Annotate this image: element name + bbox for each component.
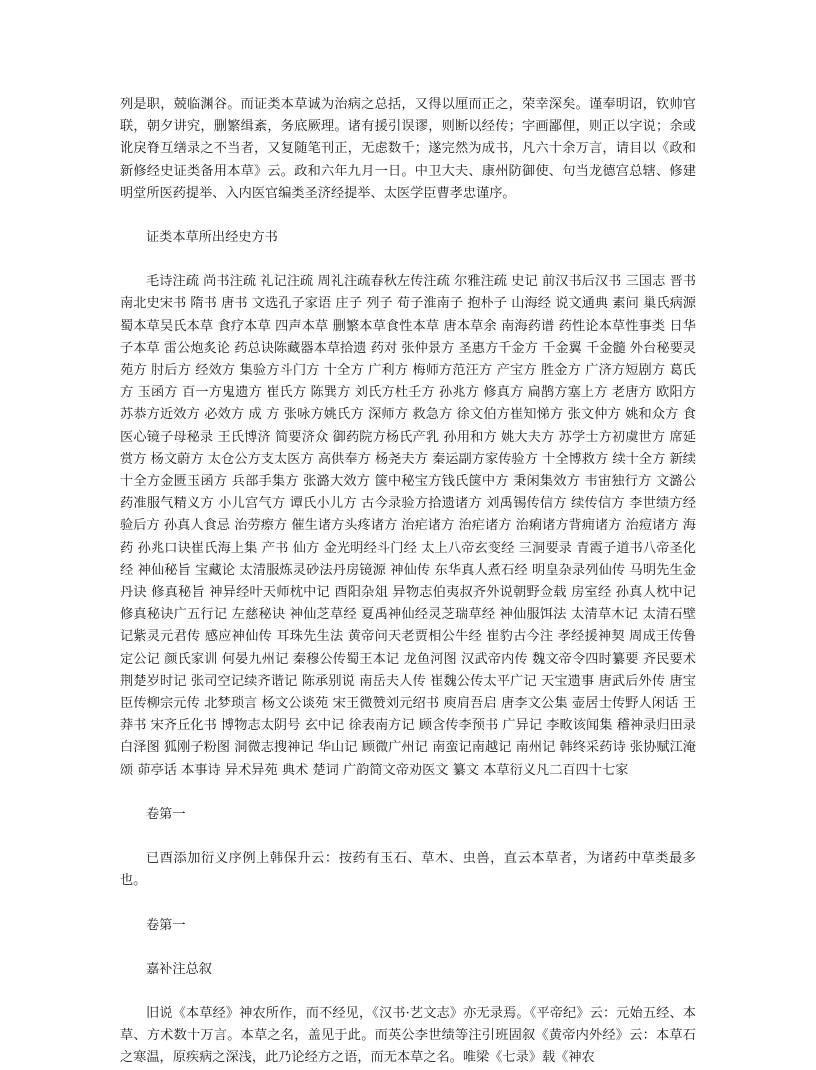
spacer	[120, 782, 696, 804]
spacer	[120, 249, 696, 271]
notes-paragraph: 旧说《本草经》神农所作，而不经见，《汉书·艺文志》亦无录焉。《平帝纪》云：元始五经、本草、方术数十万言。本草之名，盖见于此。而英公李世绩等注引班固叙《黄帝内外经》云：本草石之寒温，原疾病之深浅，此乃论经方之语，而无本草之名。唯梁《七录》载《神农	[120, 1005, 696, 1066]
volume-heading-2: 卷第一	[146, 917, 186, 933]
spacer	[120, 981, 696, 1003]
spacer	[120, 893, 696, 915]
section-heading-preface-notes: 嘉补注总叙	[146, 961, 212, 977]
document-page	[120, 94, 696, 1070]
volume-intro-paragraph: 已酉添加衍义序例上韩保升云：按药有玉石、草木、虫兽，直云本草者，为诸药中草类最多也。	[120, 851, 696, 889]
spacer	[120, 937, 696, 959]
spacer	[120, 826, 696, 848]
sources-list-paragraph: 毛诗注疏 尚书注疏 礼记注疏 周礼注疏春秋左传注疏 尔雅注疏 史记 前汉书后汉书 三国志 晋书 南北史宋书 隋书 唐书 文选孔子家语 庄子 列子 荀子淮南子 抱朴子 山海经 说文通典 素问 巢氏病源 蜀本草吴氏本草 食疗本草 四声本草 删繁本草食性本草 唐本草余 南海药谱 药性论本草性事类 日华子本草 雷公炮炙论 药总诀陈藏器本草拾遗 药对 张仲景方 圣惠方千金方 千金翼 千金髓 外台秘要灵苑方 肘后方 经效方 集验方斗门方 十全方 广利方 梅师方范汪方 产宝方 胜金方 广济方短剧方 葛氏方 玉函方 百一方鬼遗方 崔氏方 陈巽方 刘氏方杜壬方 孙兆方 修真方 扁鹊方塞上方 老唐方 欧阳方 苏恭方近效方 必效方 成 方 张咏方姚氏方 深师方 救急方 徐文伯方崔知悌方 张文仲方 姚和众方 食医心镜子母秘录 王氏博济 简要济众 御药院方杨氏产乳 孙用和方 姚大夫方 苏学士方初虞世方 席延赏方 杨文蔚方 太仓公方支太医方 高供奉方 杨尧夫方 秦运副方家传验方 十全博救方 续十全方 新续十全方金匮玉函方 兵部手集方 张潞大效方 箧中秘宝方钱氏箧中方 秉闲集效方 韦宙独行方 文潞公药准服气精义方 小儿宫气方 谭氏小儿方 古今录验方拾遗诸方 刘禹锡传信方 续传信方 李世绩方经验后方 孙真人食忌 治劳瘵方 催生诸方头疼诸方 治疟诸方 治疟诸方 治痢诸方背痈诸方 治痘诸方 海药 孙兆口诀崔氏海上集 产书 仙方 金光明经斗门经 太上八帝玄变经 三洞要录 青霞子道书八帝圣化经 神仙秘旨 宝藏论 太清服炼灵砂法丹房镜源 神仙传 东华真人煮石经 明皇杂录列仙传 马明先生金丹诀 修真秘旨 神异经叶天师枕中记 酉阳杂俎 异物志伯夷叔齐外说朝野佥载 房室经 孙真人枕中记 修真秘诀广五行记 左慈秘诀 神仙芝草经 夏禹神仙经灵芝瑞草经 神仙服饵法 太清草木记 太清石壁记紫灵元君传 感应神仙传 耳珠先生法 黄帝问天老贾相公牛经 崔豹古今注 孝经援神契 周成王传鲁定公记 颜氏家训 何晏九州记 秦穆公传蜀王本记 龙鱼河图 汉武帝内传 魏文帝令四时纂要 齐民要术 荆楚岁时记 张司空记续齐谐记 陈承别说 南岳夫人传 崔魏公传太平广记 天宝遗事 唐武后外传 唐宝臣传柳宗元传 北梦琐言 杨文公谈苑 宋王微赞刘元绍书 庾肩吾启 唐李文公集 壶居士传野人闲话 王莽书 宋齐丘化书 博物志太阴号 玄中记 徐表南方记 顾含传李预书 广异记 李畋该闻集 稽神录归田录 白泽图 狐刚子粉图 洞微志搜神记 华山记 顾微广州记 南蛮记南越记 南州记 韩终采药诗 张协赋江淹颂 茆亭话 本事诗 异术异苑 典术 楚词 广韵简文帝劝医文 纂文 本草衍义凡二百四十七家	[120, 274, 696, 778]
volume-heading-1: 卷第一	[146, 806, 186, 822]
section-heading-sources: 证类本草所出经史方书	[146, 230, 278, 246]
spacer	[120, 205, 696, 227]
preface-paragraph: 列是职，兢临渊谷。而证类本草诚为治病之总括，又得以厘而正之，荣幸深矣。谨奉明诏，钦帅官联，朝夕讲究，删繁缉紊，务底厥理。诸有援引误谬，则断以经传；字画鄙俚，则正以字说；余或讹戾脊互缮录之不当者，又复随笔刊正，无虑数千；遂完然为成书，凡六十余万言，请目以《政和新修经史证类备用本草》云。政和六年九月一日。中卫大夫、康州防御使、句当龙德宫总辖、修建明堂所医药提举、入内医官编类圣济经提举、太医学臣曹孝忠谨序。	[120, 97, 696, 201]
